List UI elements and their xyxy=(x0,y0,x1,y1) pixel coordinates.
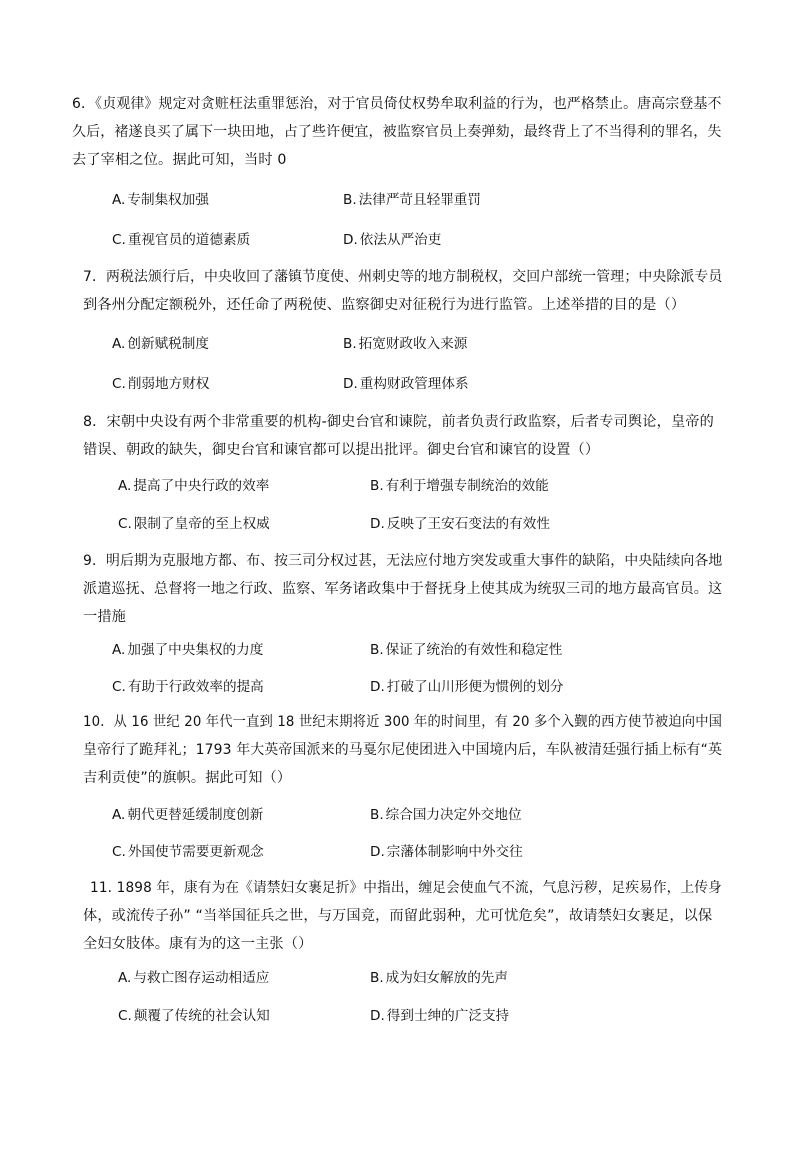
question-11-option-c[interactable]: C. 颠覆了传统的社会认知 xyxy=(118,1008,270,1024)
question-9-stem-line-2: 派遣巡抚、总督将一地之行政、监察、军务诸政集中于督抚身上使其成为统驭三司的地方最高官员。这 xyxy=(83,581,723,597)
question-8-option-c[interactable]: C. 限制了皇帝的至上权威 xyxy=(118,516,270,532)
question-10-option-d[interactable]: D. 宗藩体制影响中外交往 xyxy=(370,844,523,860)
question-8-stem-line-2: 错误、朝政的缺失，御史台官和谏官都可以提出批评。御史台官和谏官的设置（） xyxy=(83,442,600,458)
question-8-stem-line-1: 8．宋朝中央设有两个非常重要的机构-御史台官和谏院，前者负责行政监察，后者专司舆论，皇帝的 xyxy=(83,414,714,430)
question-8-option-b[interactable]: B. 有利于增强专制统治的效能 xyxy=(370,478,549,494)
question-7-option-b[interactable]: B. 拓宽财政收入来源 xyxy=(343,336,468,352)
question-11-option-b[interactable]: B. 成为妇女解放的先声 xyxy=(370,970,508,986)
question-10-stem-line-3: 吉利贡使”的旗帜。据此可知（） xyxy=(83,770,292,786)
question-8-option-a[interactable]: A. 提高了中央行政的效率 xyxy=(118,478,270,494)
question-7-stem-line-2: 到各州分配定额税外，还任命了两税使、监察御史对征税行为进行监管。上述举措的目的是（） xyxy=(83,297,686,313)
question-11-option-d[interactable]: D. 得到士绅的广泛支持 xyxy=(370,1008,510,1024)
question-8-option-d[interactable]: D. 反映了王安石变法的有效性 xyxy=(370,516,550,532)
question-10-stem-line-1: 10．从 16 世纪 20 年代一直到 18 世纪末期将近 300 年的时间里，有 20 多个入觐的西方使节被迫向中国 xyxy=(83,714,723,730)
question-9-option-a[interactable]: A. 加强了中央集权的力度 xyxy=(112,642,264,658)
question-7-stem-line-1: 7．两税法颁行后，中央收回了藩镇节度使、州刺史等的地方制税权，交回户部统一管理；中央除派专员 xyxy=(83,269,723,285)
question-6-option-b[interactable]: B. 法律严苛且轻罪重罚 xyxy=(343,192,481,208)
question-7-option-d[interactable]: D. 重构财政管理体系 xyxy=(343,376,469,392)
question-6-option-a[interactable]: A. 专制集权加强 xyxy=(112,192,209,208)
question-6-stem-line-3: 去了宰相之位。据此可知，当时 0 xyxy=(72,152,287,168)
question-11-option-a[interactable]: A. 与救亡图存运动相适应 xyxy=(118,970,270,986)
question-9-option-c[interactable]: C. 有助于行政效率的提高 xyxy=(112,679,264,695)
question-6-stem-line-2: 久后，褚遂良买了属下一块田地，占了些许便宜，被监察官员上奏弹劾，最终背上了不当得利的罪名，失 xyxy=(72,124,722,140)
question-10-option-a[interactable]: A. 朝代更替延缓制度创新 xyxy=(112,807,264,823)
question-11-stem-line-2: 体，或流传子孙” “当举国征兵之世，与万国竞，而留此弱种，尤可忧危矣”，故请禁妇女裹足，以保 xyxy=(83,908,713,924)
question-11-stem-line-1: 11. 1898 年，康有为在《请禁妇女裹足折》中指出，缠足会使血气不流，气息污秽，足疾易作，上传身 xyxy=(90,880,722,896)
question-10-option-b[interactable]: B. 综合国力决定外交地位 xyxy=(370,807,522,823)
question-10-stem-line-2: 皇帝行了跪拜礼；1793 年大英帝国派来的马戛尔尼使团进入中国境内后，车队被清廷强行插上标有“英 xyxy=(83,742,723,758)
question-9-stem-line-1: 9．明后期为克服地方都、布、按三司分权过甚，无法应付地方突发或重大事件的缺陷，中央陆续向各地 xyxy=(83,553,723,569)
question-9-option-b[interactable]: B. 保证了统治的有效性和稳定性 xyxy=(370,642,563,658)
question-6-option-d[interactable]: D. 依法从严治吏 xyxy=(343,232,442,248)
question-7-option-a[interactable]: A. 创新赋税制度 xyxy=(112,336,209,352)
question-9-option-d[interactable]: D. 打破了山川形便为惯例的划分 xyxy=(370,679,564,695)
question-11-stem-line-3: 全妇女肢体。康有为的这一主张（） xyxy=(83,936,313,952)
question-6-stem-line-1: 6．《贞观律》规定对贪赃枉法重罪惩治，对于官员倚仗权势牟取利益的行为，也严格禁止。唐高宗登基不 xyxy=(72,96,722,112)
question-10-option-c[interactable]: C. 外国使节需要更新观念 xyxy=(112,844,264,860)
question-6-option-c[interactable]: C. 重视官员的道德素质 xyxy=(112,232,251,248)
question-7-option-c[interactable]: C. 削弱地方财权 xyxy=(112,376,210,392)
question-9-stem-line-3: 一措施 xyxy=(83,609,127,625)
